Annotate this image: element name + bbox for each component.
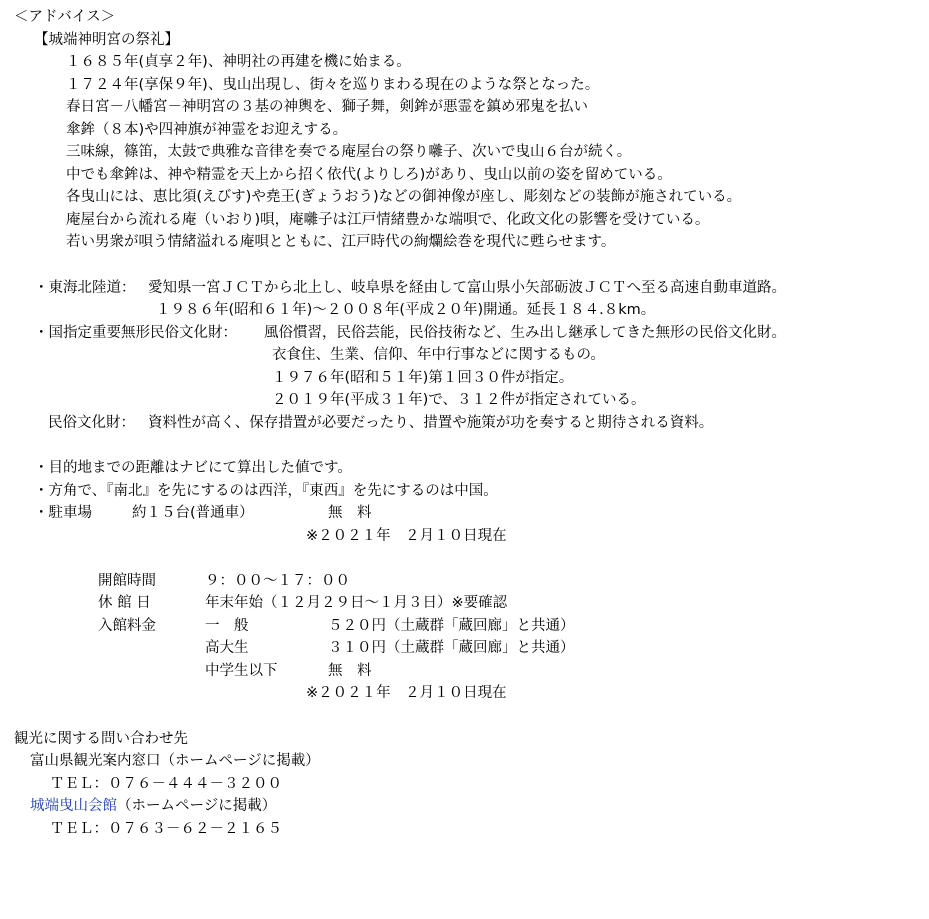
contact-org-tourism: 富山県観光案内窓口（ホームページに掲載）	[30, 753, 320, 769]
heritage-line: １９７６年(昭和５１年)第１回３０件が指定。	[272, 370, 574, 386]
festival-line: 各曳山には、恵比須(えびす)や堯王(ぎょうおう)などの御神像が座し、彫刻などの装飾が施されている。	[66, 189, 742, 205]
tokai-description: 愛知県一宮ＪＣＴから北上し、岐阜県を経由して富山県小矢部砺波ＪＣＴへ至る高速自動車道路。	[148, 280, 786, 296]
advice-heading: ＜アドバイス＞	[14, 9, 116, 25]
heritage-line: 衣食住、生業、信仰、年中行事などに関するもの。	[272, 347, 605, 363]
folk-description: 資料性が高く、保存措置が必要だったり、措置や施策が功を奏すると期待される資料。	[148, 415, 714, 431]
festival-line: 中でも傘鉾は、神や精霊を天上から招く依代(よりしろ)があり、曳山以前の姿を留めている。	[66, 167, 672, 183]
parking-asof: ※２０２１年 ２月１０日現在	[306, 528, 507, 544]
fee-category: 高大生	[205, 640, 249, 656]
parking-count: 約１５台(普通車）	[132, 505, 254, 521]
heritage-line: 風俗慣習，民俗芸能，民俗技術など、生み出し継承してきた無形の民俗文化財。	[264, 325, 786, 341]
fee-price: 無 料	[328, 663, 372, 679]
fee-label: 入館料金	[98, 618, 156, 634]
hours-value: ９：００～１７：００	[205, 573, 350, 589]
fee-category: 中学生以下	[205, 663, 278, 679]
folk-label: 民俗文化財：	[48, 415, 135, 431]
festival-line: 若い男衆が唄う情緒溢れる庵唄とともに、江戸時代の絢爛絵巻を現代に甦らせます。	[66, 234, 616, 250]
fee-category: 一 般	[205, 618, 249, 634]
contact-heading: 観光に関する問い合わせ先	[14, 731, 188, 747]
heritage-label: ・国指定重要無形民俗文化財：	[34, 325, 237, 341]
tokai-opening: １９８６年(昭和６１年)～２００８年(平成２０年)開通。延長１８４.８km。	[156, 302, 656, 318]
contact-org-hikiyama	[30, 795, 276, 817]
tokai-label: ・東海北陸道：	[34, 280, 136, 296]
museum-asof: ※２０２１年 ２月１０日現在	[306, 685, 507, 701]
hours-label: 開館時間	[98, 573, 156, 589]
parking-fee: 無 料	[328, 505, 372, 521]
festival-line: 春日宮－八幡宮－神明宮の３基の神輿を、獅子舞，剣鉾が悪霊を鎮め邪鬼を払い	[66, 99, 588, 115]
parking-label: ・駐車場	[34, 505, 92, 521]
contact-tel-hikiyama: ＴＥＬ：０７６３－６２－２１６５	[50, 821, 282, 837]
direction-note: ・方角で、『南北』を先にするのは西洋，『東西』を先にするのは中国。	[34, 483, 498, 499]
closed-label: 休 館 日	[98, 595, 151, 611]
fee-price: ３１０円（土蔵群「蔵回廊」と共通）	[328, 640, 575, 656]
festival-line: 傘鉾（８本)や四神旗が神霊をお迎えする。	[66, 122, 348, 138]
hikiyama-hall-note: （ホームページに掲載）	[117, 798, 277, 814]
festival-line: 庵屋台から流れる庵（いおり)唄，庵囃子は江戸情緒豊かな端唄で、化政文化の影響を受けている。	[66, 212, 710, 228]
closed-value: 年末年始（１２月２９日～１月３日）※要確認	[205, 595, 508, 611]
festival-line: １７２４年(享保９年)、曳山出現し、街々を巡りまわる現在のような祭となった。	[66, 77, 600, 93]
hikiyama-hall-link[interactable]: 城端曳山会館	[30, 798, 117, 814]
heritage-line: ２０１９年(平成３１年)で、３１２件が指定されている。	[272, 392, 646, 408]
fee-price: ５２０円（土蔵群「蔵回廊」と共通）	[328, 618, 575, 634]
distance-note: ・目的地までの距離はナビにて算出した値です。	[34, 460, 352, 476]
contact-tel-tourism: ＴＥＬ：０７６－４４４－３２００	[50, 776, 282, 792]
festival-line: １６８５年(貞享２年)、神明社の再建を機に始まる。	[66, 54, 411, 70]
festival-heading: 【城端神明宮の祭礼】	[34, 32, 179, 48]
festival-line: 三味線，篠笛，太鼓で典雅な音律を奏でる庵屋台の祭り囃子、次いで曳山６台が続く。	[66, 144, 632, 160]
